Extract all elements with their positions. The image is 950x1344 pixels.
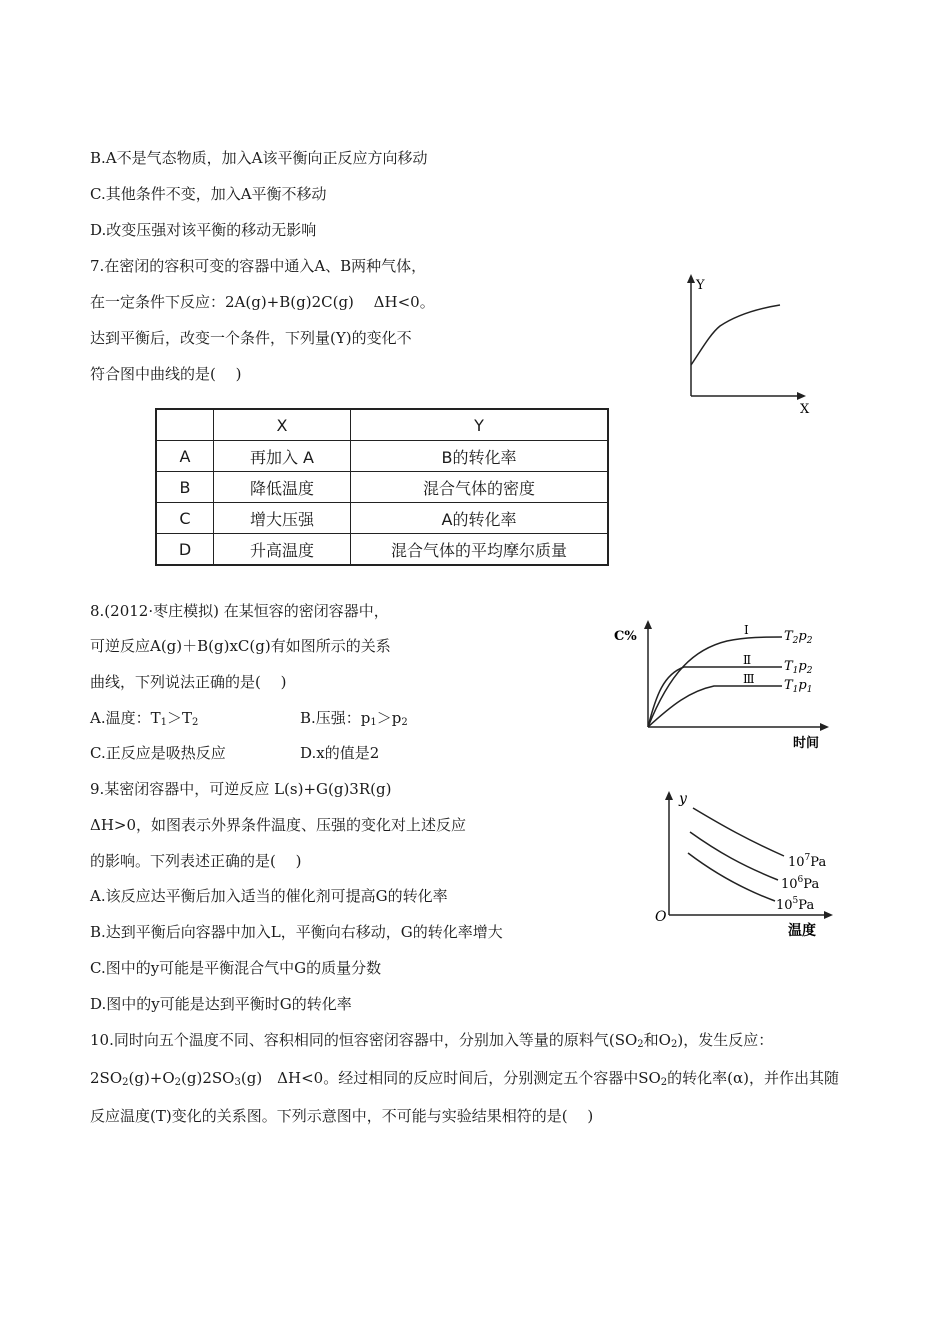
q8-cond-3: $T_1p_1$ xyxy=(784,678,813,695)
table-cell: A的转化率 xyxy=(351,503,609,534)
q8-curve-2 xyxy=(648,667,782,727)
table-header-row xyxy=(156,409,608,441)
q7-x-arrow-icon xyxy=(797,392,806,400)
q9-x-arrow-icon xyxy=(824,911,833,919)
q9-stem-line1: 9.某密闭容器中，可逆反应 L(s)+G(g)3R(g) xyxy=(90,780,392,798)
q7-stem-line2: 在一定条件下反应：2A(g)+B(g)2C(g) ΔH<0。 xyxy=(90,293,435,311)
table-cell: 混合气体的平均摩尔质量 xyxy=(351,534,609,566)
table-cell: 混合气体的密度 xyxy=(351,472,609,503)
q7-graph xyxy=(680,272,820,417)
q8-stem-line1: 8.(2012·枣庄模拟) 在某恒容的密闭容器中， xyxy=(90,602,389,620)
q8-x-label: 时间 xyxy=(793,736,820,751)
q7-x-label: X xyxy=(800,402,810,417)
q9-y-label: y xyxy=(679,791,687,807)
q8-curve-label-1: Ⅰ xyxy=(744,623,749,637)
q9-pressure-label-2: $10^6Pa$ xyxy=(781,875,820,892)
table-cell: C xyxy=(156,503,214,534)
table-cell: B xyxy=(156,472,214,503)
q8-stem-line2: 可逆反应A(g)＋B(g)xC(g)有如图所示的关系 xyxy=(90,637,391,655)
q7-curve xyxy=(691,305,780,365)
q9-curve-3 xyxy=(688,853,775,901)
q6-option-b: B.A不是气态物质，加入A该平衡向正反应方向移动 xyxy=(90,149,428,167)
table-cell: 增大压强 xyxy=(214,503,351,534)
q7-stem-line3: 达到平衡后，改变一个条件，下列量(Y)的变化不 xyxy=(90,329,412,347)
q7-table xyxy=(155,408,609,566)
q9-x-label: 温度 xyxy=(788,923,816,939)
table-cell: D xyxy=(156,534,214,566)
q8-cond-1: $T_2p_2$ xyxy=(784,629,813,646)
table-row xyxy=(156,472,608,503)
table-row xyxy=(156,503,608,534)
q9-option-a: A.该反应达平衡后加入适当的催化剂可提高G的转化率 xyxy=(90,887,448,905)
table-header-cell: Y xyxy=(351,409,609,441)
q6-option-d: D.改变压强对该平衡的移动无影响 xyxy=(90,221,317,239)
q10-stem-line3: 反应温度(T)变化的关系图。下列示意图中，不可能与实验结果相符的是( ) xyxy=(90,1107,594,1125)
q8-curve-3 xyxy=(648,686,782,727)
q8-option-c: C.正反应是吸热反应 xyxy=(90,744,226,762)
q9-option-d: D.图中的y可能是达到平衡时G的转化率 xyxy=(90,995,352,1013)
q8-option-d: D.x的值是2 xyxy=(300,744,380,762)
q9-curve-1 xyxy=(693,808,784,856)
q8-curve-label-2: Ⅱ xyxy=(743,653,752,667)
q9-origin-label: O xyxy=(655,909,667,925)
q8-option-b: B.压强：$p_1>p_2$ xyxy=(300,709,408,728)
q9-option-b: B.达到平衡后向容器中加入L，平衡向右移动，G的转化率增大 xyxy=(90,923,503,941)
q8-option-a: A.温度：$T_1>T_2$ xyxy=(90,709,199,728)
table-cell: 再加入 A xyxy=(214,441,351,472)
q9-y-arrow-icon xyxy=(665,791,673,800)
table-cell: A xyxy=(156,441,214,472)
q8-y-label: C% xyxy=(614,629,637,644)
table-row xyxy=(156,534,608,566)
q7-stem-line1: 7.在密闭的容积可变的容器中通入A、B两种气体， xyxy=(90,257,427,275)
q8-graph xyxy=(612,617,842,752)
q9-curve-2 xyxy=(690,832,778,880)
q10-stem-line2: $2SO_2(g)+O_2(g)2SO_3(g)$ ΔH<0。经过相同的反应时间后，分别测定五个容器中$SO_2$的转化率(α)，并作出其随 xyxy=(90,1069,839,1088)
q7-y-arrow-icon xyxy=(687,274,695,283)
table-header-cell xyxy=(156,409,214,441)
table-row xyxy=(156,441,608,472)
q9-pressure-label-3: $10^5Pa$ xyxy=(776,896,815,913)
q8-curve-label-3: Ⅲ xyxy=(743,672,755,686)
table-cell: 降低温度 xyxy=(214,472,351,503)
q9-stem-line3: 的影响。下列表述正确的是( ) xyxy=(90,852,302,870)
q9-stem-line2: ΔH>0，如图表示外界条件温度、压强的变化对上述反应 xyxy=(90,816,467,834)
q10-stem-line1: 10.同时向五个温度不同、容积相同的恒容密闭容器中，分别加入等量的原料气($SO_2$和$O_2$)，发生反应： xyxy=(90,1031,774,1050)
q8-cond-2: $T_1p_2$ xyxy=(784,659,813,676)
q9-graph xyxy=(648,788,848,938)
table-cell: B的转化率 xyxy=(351,441,609,472)
q9-option-c: C.图中的y可能是平衡混合气中G的质量分数 xyxy=(90,959,382,977)
q8-y-arrow-icon xyxy=(644,620,652,629)
q8-curve-1 xyxy=(648,637,782,727)
q7-stem-line4: 符合图中曲线的是( ) xyxy=(90,365,242,383)
q9-pressure-label-1: $10^7Pa$ xyxy=(788,853,827,870)
q8-stem-line3: 曲线，下列说法正确的是( ) xyxy=(90,673,287,691)
q6-option-c: C.其他条件不变，加入A平衡不移动 xyxy=(90,185,327,203)
q7-y-label: Y xyxy=(696,278,705,293)
table-cell: 升高温度 xyxy=(214,534,351,566)
q8-x-arrow-icon xyxy=(820,723,829,731)
table-header-cell: X xyxy=(214,409,351,441)
